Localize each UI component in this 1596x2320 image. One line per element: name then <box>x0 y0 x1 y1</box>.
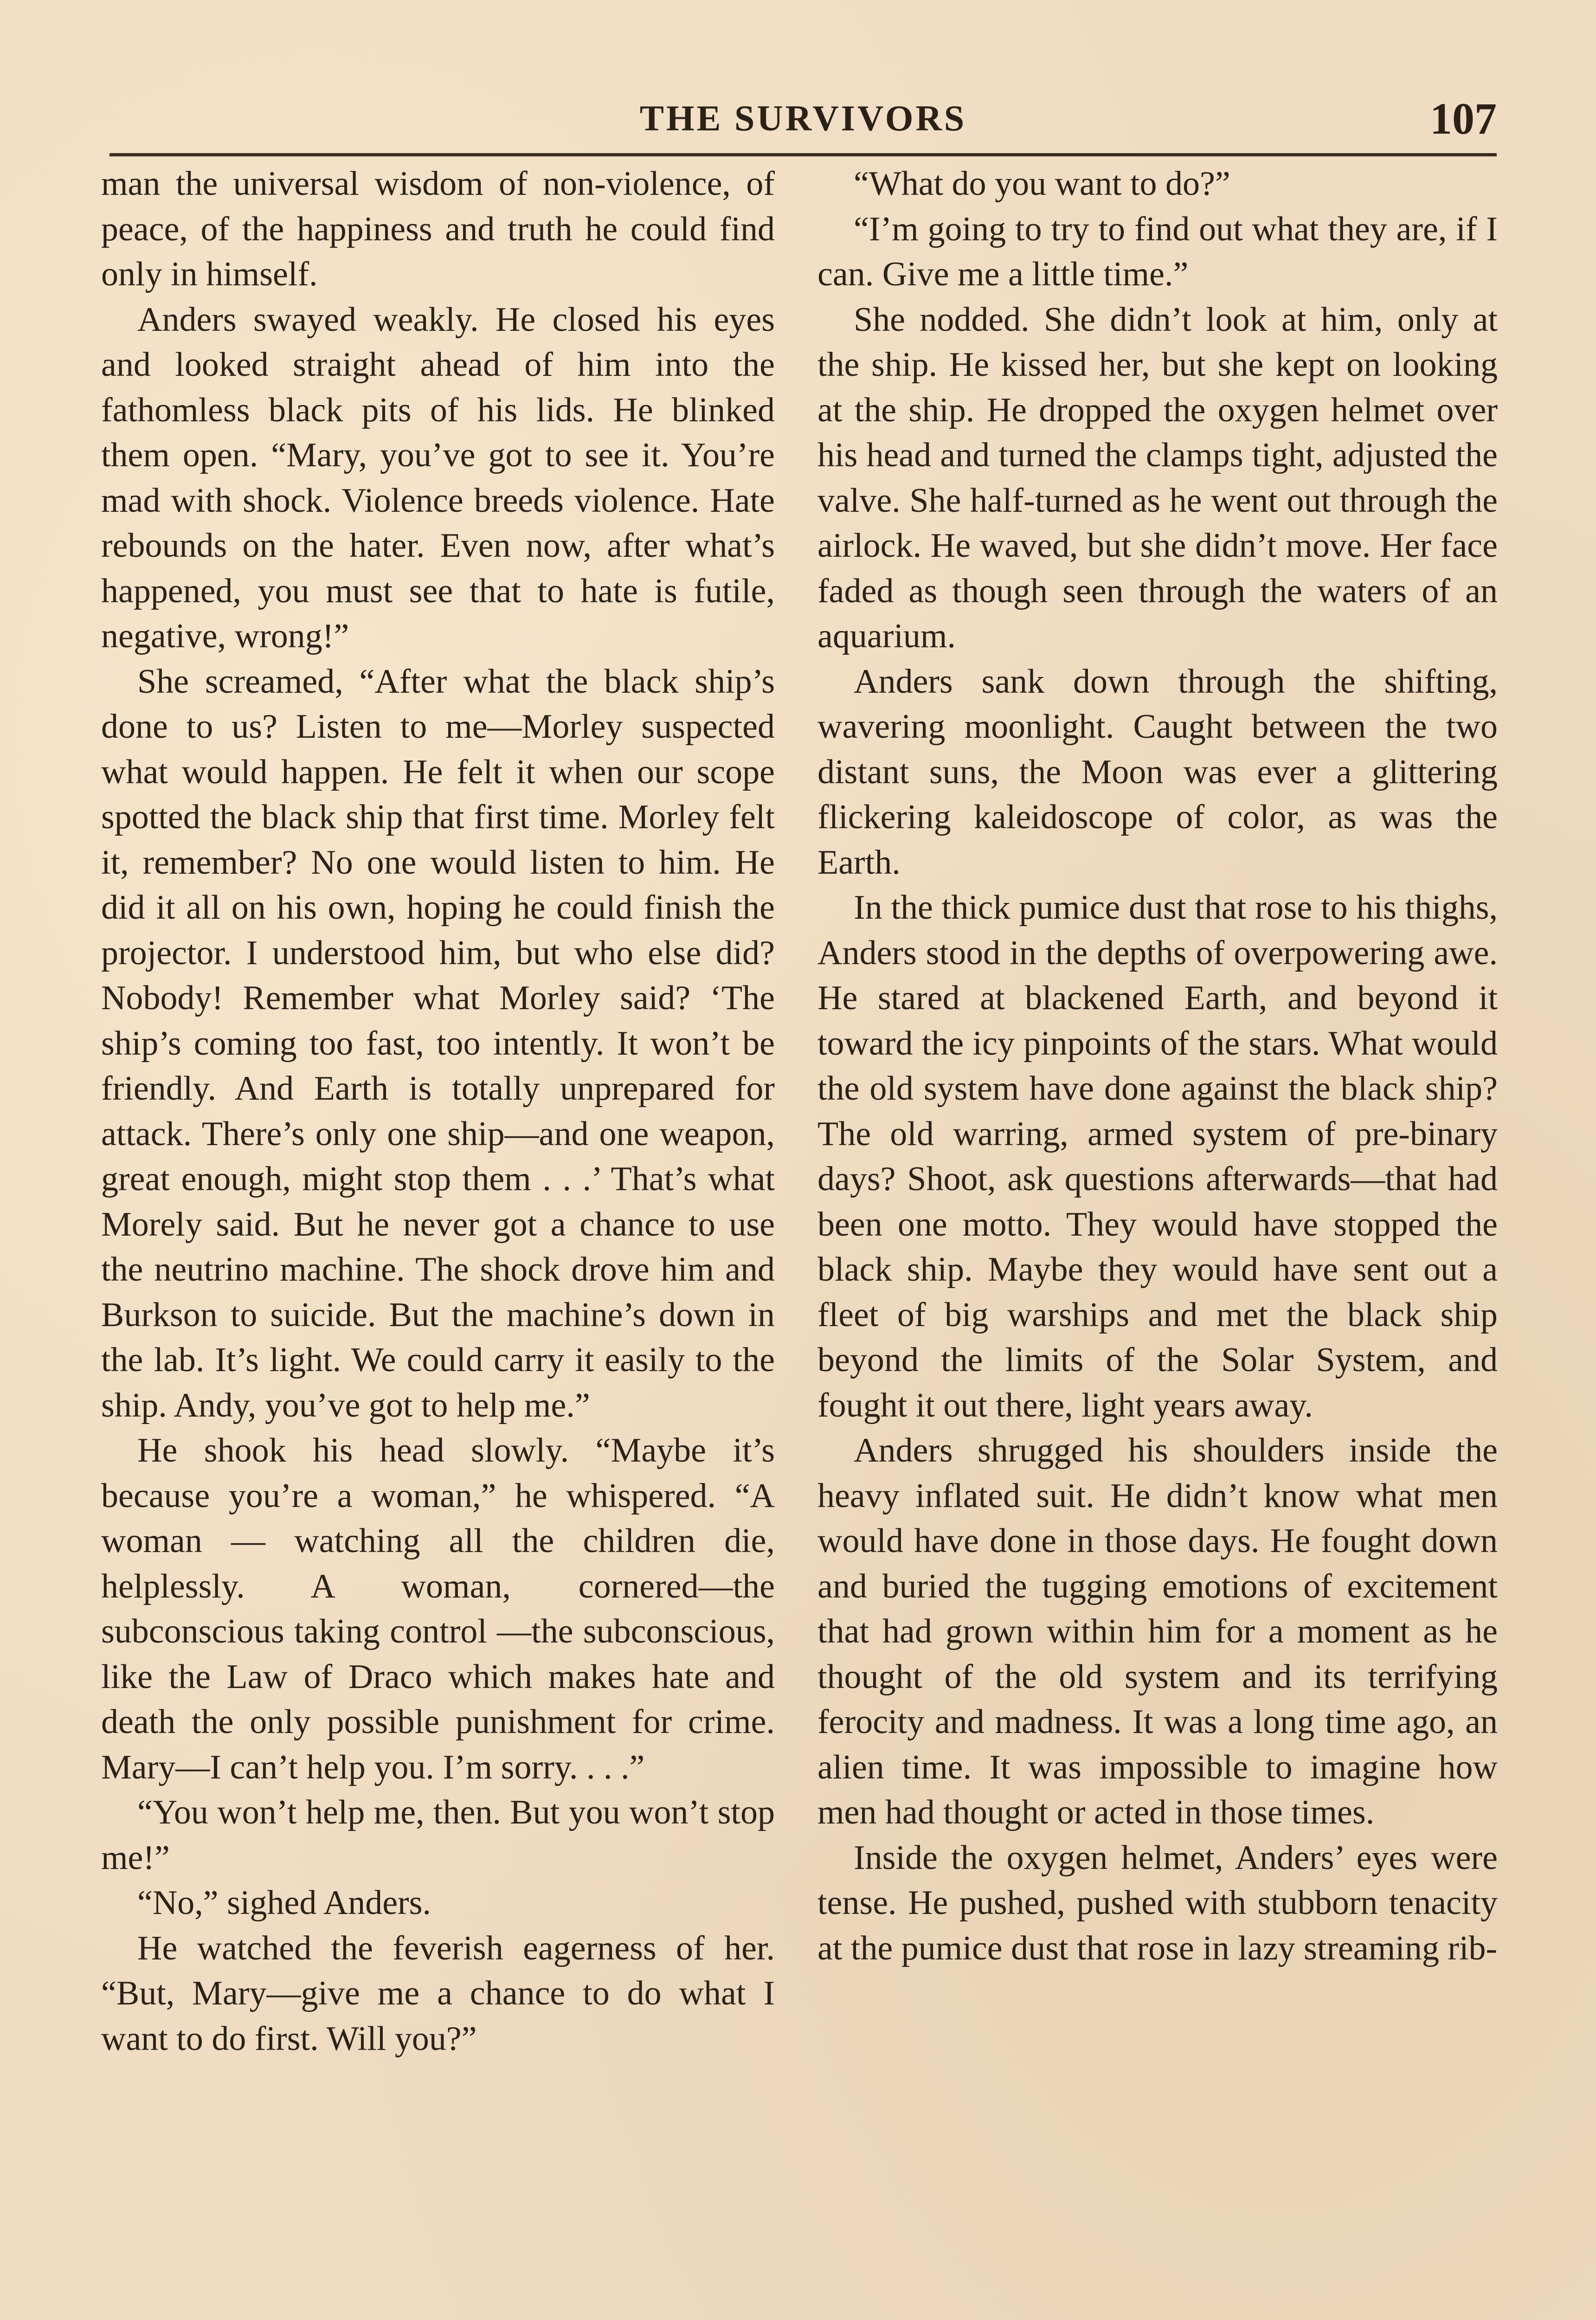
paragraph: “You won’t help me, then. But you won’t stop me!” <box>101 1793 775 1877</box>
paragraph: man the universal wisdom of non-violence, of peace, of the happiness and truth he could find only in himself. <box>101 165 775 293</box>
paragraph: He shook his head slowly. “Maybe it’s because you’re a woman,” he whispered. “A woman — watching all the children die, helplessly. A woman, cornered—the subconscious taking control —the subconscious, like the Law of Draco which makes hate and death the only possible punishment for crime. Mary—I can’t help you. I’m sorry. . . .” <box>101 1431 775 1786</box>
page-header <box>109 93 1497 156</box>
paragraph: Inside the oxygen helmet, Anders’ eyes were tense. He pushed, pushed with stubborn tenacity at the pumice dust that rose in lazy streaming rib- <box>817 1838 1498 1967</box>
paragraph: “I’m going to try to find out what they are, if I can. Give me a little time.” <box>817 210 1498 293</box>
paragraph: Anders swayed weakly. He closed his eyes and looked straight ahead of him into the fathomless black pits of his lids. He blinked them open. “Mary, you’ve got to see it. You’re mad with shock. Violence breeds violence. Hate rebounds on the hater. Even now, after what’s happened, you must see that to hate is futile, negative, wrong!” <box>101 300 775 655</box>
running-title: THE SURVIVORS <box>639 98 967 138</box>
left-column <box>101 161 775 2320</box>
paragraph: “No,” sighed Anders. <box>137 1884 431 1922</box>
paragraph: He watched the feverish eagerness of her. “But, Mary—give me a chance to do what I want to do first. Will you?” <box>101 1929 775 2058</box>
paragraph: Anders shrugged his shoulders inside the heavy inflated suit. He didn’t know what men would have done in those days. He fought down and buried the tugging emotions of excitement that had grown within him for a moment as he thought of the old system and its terrifying ferocity and madness. It was a long time ago, an alien time. It was impossible to imagine how men had thought or acted in those times. <box>817 1431 1498 1831</box>
right-column <box>817 161 1498 2320</box>
page-number: 107 <box>1430 94 1497 143</box>
paragraph: She screamed, “After what the black ship’s done to us? Listen to me—Morley suspected what would happen. He felt it when our scope spotted the black ship that first time. Morley felt it, remember? No one would listen to him. He did it all on his own, hoping he could finish the projector. I understood him, but who else did? Nobody! Remember what Morley said? ‘The ship’s coming too fast, too intently. It won’t be friendly. And Earth is totally unprepared for attack. There’s only one ship—and one weapon, great enough, might stop them . . .’ That’s what Morely said. But he never got a chance to use the neutrino machine. The shock drove him and Burkson to suicide. But the machine’s down in the lab. It’s light. We could carry it easily to the ship. Andy, you’ve got to help me.” <box>101 662 775 1424</box>
paragraph: In the thick pumice dust that rose to his thighs, Anders stood in the depths of overpowering awe. He stared at blackened Earth, and beyond it toward the icy pinpoints of the stars. What would the old system have done against the black ship? The old warring, armed system of pre-binary days? Shoot, ask questions afterwards—that had been one motto. They would have stopped the black ship. Maybe they would have sent out a fleet of big warships and met the black ship beyond the limits of the Solar System, and fought it out there, light years away. <box>817 889 1498 1424</box>
paragraph: “What do you want to do?” <box>854 165 1230 203</box>
paragraph: She nodded. She didn’t look at him, only at the ship. He kissed her, but she kept on looking at the ship. He dropped the oxygen helmet over his head and turned the clamps tight, adjusted the valve. She half-turned as he went out through the airlock. He waved, but she didn’t move. Her face faded as though seen through the waters of an aquarium. <box>817 300 1498 655</box>
paragraph: Anders sank down through the shifting, wavering moonlight. Caught between the two distant suns, the Moon was ever a glittering flickering kaleidoscope of color, as was the Earth. <box>817 662 1498 882</box>
